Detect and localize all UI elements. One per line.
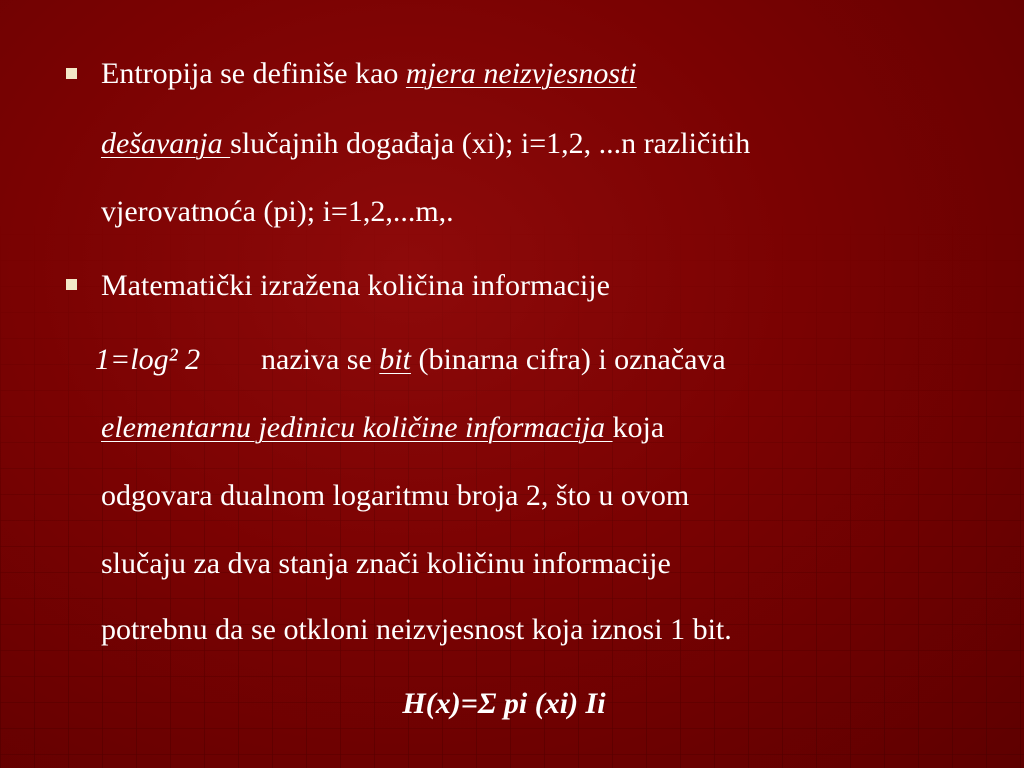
continuation-line-4 xyxy=(101,546,671,582)
continuation-line-4-text: slučaju za dva stanja znači količinu informacije xyxy=(101,547,671,580)
inline-formula xyxy=(95,342,200,378)
continuation-line-5-text: potrebnu da se otkloni neizvjesnost koja iznosi 1 bit. xyxy=(101,613,732,646)
bullet-1-line-3 xyxy=(101,194,454,230)
bullet-1-line-1 xyxy=(101,56,637,92)
bullet-1-line-1-emphasis: mjera neizvjesnosti xyxy=(405,57,637,90)
continuation-line-3-text: odgovara dualnom logaritmu broja 2, što u ovom xyxy=(101,479,690,512)
continuation-line-1-post: (binarna cifra) i označava xyxy=(410,343,726,376)
inline-formula-text: 1=log² 2 xyxy=(95,343,201,376)
continuation-line-1 xyxy=(261,342,726,378)
continuation-line-2 xyxy=(101,410,664,446)
bullet-square-icon xyxy=(66,68,77,79)
continuation-line-2-emphasis: elementarnu jedinicu količine informacija xyxy=(101,411,613,444)
continuation-line-3 xyxy=(101,478,689,514)
bullet-square-icon xyxy=(66,279,77,290)
bottom-formula-text: H(x)=Σ pi (xi) Ii xyxy=(402,687,606,720)
continuation-line-1-emphasis: bit xyxy=(379,343,411,376)
bullet-1-line-1-text: Entropija se definiše kao xyxy=(101,57,406,90)
continuation-line-5 xyxy=(101,612,732,648)
bullet-1-line-3-text: vjerovatnoća (pi); i=1,2,...m,. xyxy=(101,195,454,228)
bullet-2-line-1-text: Matematički izražena količina informacije xyxy=(101,269,610,302)
bullet-1-line-2-text: slučajnih događaja (xi); i=1,2, ...n različitih xyxy=(230,127,751,160)
bullet-2-line-1 xyxy=(101,268,610,304)
bottom-formula xyxy=(0,686,1008,722)
bullet-1-line-2 xyxy=(101,126,750,162)
bullet-1-line-2-emphasis: dešavanja xyxy=(101,127,231,160)
continuation-line-1-pre: naziva se xyxy=(261,343,380,376)
continuation-line-2-post: koja xyxy=(612,411,665,444)
